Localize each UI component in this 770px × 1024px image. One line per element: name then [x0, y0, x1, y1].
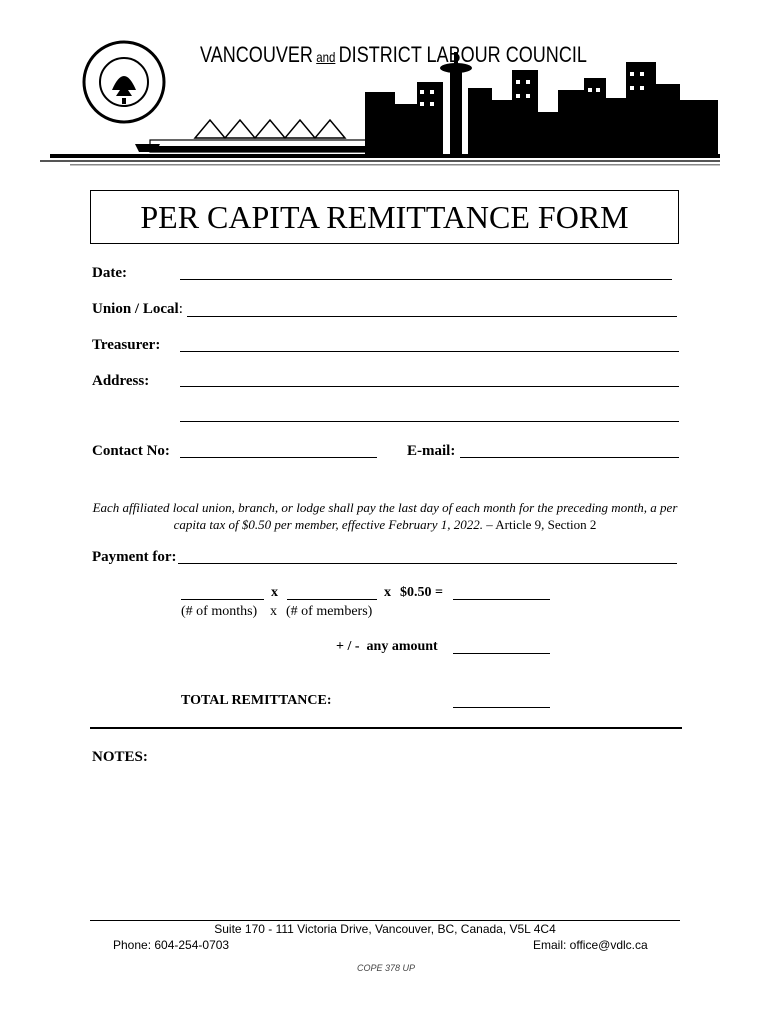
footer-phone: Phone: 604-254-0703 — [113, 938, 230, 952]
union-local-colon: : — [178, 301, 183, 317]
footer-divider — [90, 920, 680, 921]
adjust-field[interactable] — [453, 653, 550, 654]
council-name-right: DISTRICT LABOUR COUNCIL — [338, 42, 587, 67]
subtotal-field[interactable] — [453, 599, 550, 600]
rate-label: $0.50 = — [400, 585, 443, 600]
per-capita-notice — [92, 499, 678, 533]
address-label: Address: — [92, 373, 150, 389]
notice-text: Each affiliated local union, branch, or lodge shall pay the last day of each month for the preceding month, a per capita tax of $0.50 per member, effective February 1, 2022. — [92, 500, 678, 532]
contact-field[interactable] — [180, 457, 377, 458]
notice-reference: – Article 9, Section 2 — [483, 517, 597, 532]
council-name — [200, 42, 587, 68]
payment-for-field[interactable] — [178, 563, 677, 564]
total-label: TOTAL REMITTANCE: — [181, 693, 332, 708]
form-title: PER CAPITA REMITTANCE FORM — [90, 190, 679, 244]
notes-area[interactable] — [92, 770, 680, 910]
section-divider — [90, 727, 682, 729]
address-field-line2[interactable] — [180, 421, 679, 422]
union-local-field[interactable] — [187, 316, 677, 317]
council-name-and: and — [316, 49, 336, 65]
members-hint: (# of members) — [286, 604, 373, 619]
members-field[interactable] — [287, 599, 377, 600]
months-hint: (# of months) — [181, 604, 258, 619]
date-field[interactable] — [180, 279, 672, 280]
footer-address: Suite 170 - 111 Victoria Drive, Vancouver, BC, Canada, V5L 4C4 — [214, 922, 556, 936]
treasurer-field[interactable] — [180, 351, 679, 352]
treasurer-label: Treasurer: — [92, 337, 161, 353]
payment-for-label: Payment for: — [92, 549, 177, 565]
union-local-label: Union / Local — [92, 301, 179, 317]
total-field[interactable] — [453, 707, 550, 708]
adjust-label: + / - any amount — [336, 639, 438, 654]
date-label: Date: — [92, 265, 127, 281]
footer-email: Email: office@vdlc.ca — [533, 938, 648, 952]
union-local-label-wrap — [92, 301, 183, 318]
email-field[interactable] — [460, 457, 679, 458]
x-hint: x — [270, 604, 277, 619]
notes-label: NOTES: — [92, 749, 148, 765]
months-field[interactable] — [181, 599, 264, 600]
times-sign-2: x — [384, 585, 391, 600]
council-name-left: VANCOUVER — [200, 42, 313, 67]
address-field-line1[interactable] — [180, 386, 679, 387]
email-label: E-mail: — [407, 443, 456, 459]
times-sign-1: x — [271, 585, 278, 600]
contact-label: Contact No: — [92, 443, 170, 459]
union-bug-mark: COPE 378 UP — [357, 963, 416, 973]
